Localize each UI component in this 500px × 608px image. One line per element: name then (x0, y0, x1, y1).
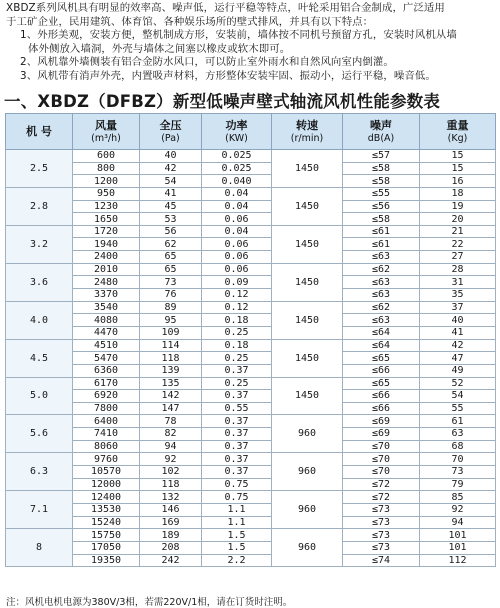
weight-cell: 15 (420, 150, 496, 163)
table-row (6, 428, 496, 441)
noise-cell: ≤56 (343, 200, 420, 213)
power-cell: 1.5 (202, 529, 272, 542)
weight-cell: 101 (420, 529, 496, 542)
airflow-cell: 1720 (73, 225, 140, 238)
weight-cell: 68 (420, 440, 496, 453)
weight-cell: 79 (420, 478, 496, 491)
table-row (6, 213, 496, 226)
pressure-cell: 76 (140, 289, 202, 302)
power-cell: 2.2 (202, 554, 272, 567)
noise-cell: ≤73 (343, 529, 420, 542)
pressure-cell: 139 (140, 364, 202, 377)
table-row (6, 352, 496, 365)
weight-cell: 42 (420, 339, 496, 352)
intro-text (6, 2, 496, 84)
power-cell: 0.04 (202, 225, 272, 238)
table-row (6, 162, 496, 175)
speed-cell: 960 (272, 415, 343, 453)
power-cell: 0.25 (202, 377, 272, 390)
table-row (6, 390, 496, 403)
weight-cell: 27 (420, 251, 496, 264)
table-row (6, 339, 496, 352)
table-row (6, 516, 496, 529)
power-cell: 0.12 (202, 301, 272, 314)
table-row (6, 251, 496, 264)
weight-cell: 35 (420, 289, 496, 302)
weight-cell: 70 (420, 453, 496, 466)
pressure-cell: 118 (140, 352, 202, 365)
airflow-cell: 13530 (73, 503, 140, 516)
power-cell: 0.040 (202, 175, 272, 188)
model-cell: 4.5 (6, 339, 73, 377)
noise-cell: ≤64 (343, 326, 420, 339)
power-cell: 0.75 (202, 478, 272, 491)
table-row (6, 238, 496, 251)
pressure-cell: 41 (140, 187, 202, 200)
intro-line: XBDZ系列风机具有明显的效率高、噪声低，运行平稳等特点，叶轮采用铝合金制成，广泛适用 (6, 2, 445, 14)
power-cell: 0.37 (202, 390, 272, 403)
weight-cell: 31 (420, 276, 496, 289)
pressure-cell: 73 (140, 276, 202, 289)
col-header-pressure: 全压 (Pa) (140, 114, 202, 150)
pressure-cell: 208 (140, 541, 202, 554)
airflow-cell: 10570 (73, 466, 140, 479)
power-cell: 0.75 (202, 491, 272, 504)
table-row (6, 466, 496, 479)
airflow-cell: 6360 (73, 364, 140, 377)
weight-cell: 49 (420, 364, 496, 377)
weight-cell: 20 (420, 213, 496, 226)
speed-cell: 960 (272, 529, 343, 567)
table-row (6, 377, 496, 390)
pressure-cell: 135 (140, 377, 202, 390)
model-cell: 5.0 (6, 377, 73, 415)
noise-cell: ≤73 (343, 516, 420, 529)
noise-cell: ≤58 (343, 175, 420, 188)
noise-cell: ≤69 (343, 415, 420, 428)
weight-cell: 41 (420, 326, 496, 339)
airflow-cell: 12400 (73, 491, 140, 504)
table-row (6, 326, 496, 339)
pressure-cell: 42 (140, 162, 202, 175)
weight-cell: 22 (420, 238, 496, 251)
noise-cell: ≤69 (343, 428, 420, 441)
table-row (6, 364, 496, 377)
table-row (6, 175, 496, 188)
table-row (6, 314, 496, 327)
model-cell: 2.8 (6, 187, 73, 225)
table-row (6, 415, 496, 428)
weight-cell: 61 (420, 415, 496, 428)
table-row (6, 453, 496, 466)
airflow-cell: 4510 (73, 339, 140, 352)
pressure-cell: 40 (140, 150, 202, 163)
pressure-cell: 82 (140, 428, 202, 441)
airflow-cell: 600 (73, 150, 140, 163)
power-cell: 0.025 (202, 162, 272, 175)
airflow-cell: 6400 (73, 415, 140, 428)
power-cell: 0.25 (202, 352, 272, 365)
weight-cell: 40 (420, 314, 496, 327)
table-row (6, 150, 496, 163)
airflow-cell: 17050 (73, 541, 140, 554)
col-header-model: 机 号 (6, 114, 73, 150)
airflow-cell: 7800 (73, 402, 140, 415)
pressure-cell: 94 (140, 440, 202, 453)
weight-cell: 92 (420, 503, 496, 516)
power-cell: 0.025 (202, 150, 272, 163)
model-cell: 8 (6, 529, 73, 567)
weight-cell: 16 (420, 175, 496, 188)
airflow-cell: 12000 (73, 478, 140, 491)
power-cell: 0.04 (202, 200, 272, 213)
airflow-cell: 5470 (73, 352, 140, 365)
table-row (6, 478, 496, 491)
noise-cell: ≤66 (343, 390, 420, 403)
weight-cell: 63 (420, 428, 496, 441)
intro-line: 2、风机靠外墙侧装有铝合金防水风口，可以防止室外雨水和自然风向室内倒灌。 (20, 56, 394, 69)
table-row (6, 200, 496, 213)
intro-line: 1、外形美观，安装方便，整机制成方形，安装前，墙体按不同机号预留方孔，安装时风机从墙 (20, 29, 457, 42)
noise-cell: ≤70 (343, 466, 420, 479)
weight-cell: 94 (420, 516, 496, 529)
airflow-cell: 1200 (73, 175, 140, 188)
table-row (6, 554, 496, 567)
weight-cell: 52 (420, 377, 496, 390)
noise-cell: ≤70 (343, 453, 420, 466)
noise-cell: ≤66 (343, 402, 420, 415)
pressure-cell: 62 (140, 238, 202, 251)
col-header-noise: 噪声 dB(A) (343, 114, 420, 150)
pressure-cell: 109 (140, 326, 202, 339)
airflow-cell: 2480 (73, 276, 140, 289)
table-row (6, 289, 496, 302)
pressure-cell: 242 (140, 554, 202, 567)
airflow-cell: 8060 (73, 440, 140, 453)
power-cell: 0.55 (202, 402, 272, 415)
col-header-airflow: 风量 (m³/h) (73, 114, 140, 150)
pressure-cell: 146 (140, 503, 202, 516)
weight-cell: 21 (420, 225, 496, 238)
power-cell: 0.12 (202, 289, 272, 302)
col-header-weight: 重量 (Kg) (420, 114, 496, 150)
noise-cell: ≤62 (343, 263, 420, 276)
noise-cell: ≤72 (343, 491, 420, 504)
power-cell: 0.37 (202, 428, 272, 441)
power-cell: 0.04 (202, 187, 272, 200)
noise-cell: ≤58 (343, 162, 420, 175)
airflow-cell: 2010 (73, 263, 140, 276)
table-row (6, 503, 496, 516)
power-cell: 0.06 (202, 213, 272, 226)
airflow-cell: 15750 (73, 529, 140, 542)
intro-line: 3、风机带有消声外壳，内置吸声材料，方形整体安装牢固、振动小，运行平稳，噪音低。 (20, 69, 436, 82)
col-header-speed: 转速 (r/min) (272, 114, 343, 150)
power-cell: 0.37 (202, 466, 272, 479)
airflow-cell: 1650 (73, 213, 140, 226)
power-cell: 1.1 (202, 503, 272, 516)
airflow-cell: 4470 (73, 326, 140, 339)
airflow-cell: 4080 (73, 314, 140, 327)
power-cell: 0.25 (202, 326, 272, 339)
speed-cell: 1450 (272, 150, 343, 188)
model-cell: 2.5 (6, 150, 73, 188)
table-header-row (6, 114, 496, 150)
table-row (6, 541, 496, 554)
noise-cell: ≤61 (343, 238, 420, 251)
noise-cell: ≤64 (343, 339, 420, 352)
power-cell: 1.5 (202, 541, 272, 554)
noise-cell: ≤70 (343, 440, 420, 453)
airflow-cell: 1940 (73, 238, 140, 251)
table-row (6, 529, 496, 542)
weight-cell: 54 (420, 390, 496, 403)
weight-cell: 101 (420, 541, 496, 554)
weight-cell: 73 (420, 466, 496, 479)
airflow-cell: 2400 (73, 251, 140, 264)
weight-cell: 19 (420, 200, 496, 213)
weight-cell: 47 (420, 352, 496, 365)
pressure-cell: 142 (140, 390, 202, 403)
intro-line: 于工矿企业，民用建筑、体育馆、各种娱乐场所的壁式排风，并具有以下特点： (6, 15, 374, 28)
table-row (6, 491, 496, 504)
noise-cell: ≤62 (343, 301, 420, 314)
table-body (6, 150, 496, 567)
pressure-cell: 65 (140, 263, 202, 276)
footnote: 注：风机电机电源为380V/3相，若需220V/1相，请在订货时注明。 (6, 597, 293, 608)
model-cell: 3.6 (6, 263, 73, 301)
noise-cell: ≤63 (343, 251, 420, 264)
speed-cell: 1450 (272, 339, 343, 377)
airflow-cell: 6170 (73, 377, 140, 390)
model-cell: 7.1 (6, 491, 73, 529)
power-cell: 0.09 (202, 276, 272, 289)
pressure-cell: 53 (140, 213, 202, 226)
noise-cell: ≤65 (343, 377, 420, 390)
table-row (6, 263, 496, 276)
col-header-power: 功率 (KW) (202, 114, 272, 150)
pressure-cell: 45 (140, 200, 202, 213)
speed-cell: 960 (272, 453, 343, 491)
speed-cell: 1450 (272, 301, 343, 339)
power-cell: 1.1 (202, 516, 272, 529)
airflow-cell: 6920 (73, 390, 140, 403)
weight-cell: 112 (420, 554, 496, 567)
pressure-cell: 65 (140, 251, 202, 264)
weight-cell: 37 (420, 301, 496, 314)
weight-cell: 85 (420, 491, 496, 504)
noise-cell: ≤63 (343, 314, 420, 327)
power-cell: 0.06 (202, 263, 272, 276)
airflow-cell: 950 (73, 187, 140, 200)
power-cell: 0.37 (202, 415, 272, 428)
airflow-cell: 1230 (73, 200, 140, 213)
pressure-cell: 92 (140, 453, 202, 466)
speed-cell: 1450 (272, 225, 343, 263)
weight-cell: 55 (420, 402, 496, 415)
airflow-cell: 3370 (73, 289, 140, 302)
model-cell: 3.2 (6, 225, 73, 263)
table-row (6, 225, 496, 238)
model-cell: 4.0 (6, 301, 73, 339)
noise-cell: ≤72 (343, 478, 420, 491)
noise-cell: ≤66 (343, 364, 420, 377)
section-heading: 一、XBDZ（DFBZ）新型低噪声壁式轴流风机性能参数表 (4, 92, 441, 111)
pressure-cell: 89 (140, 301, 202, 314)
airflow-cell: 9760 (73, 453, 140, 466)
pressure-cell: 78 (140, 415, 202, 428)
pressure-cell: 54 (140, 175, 202, 188)
weight-cell: 18 (420, 187, 496, 200)
performance-table (5, 113, 496, 567)
noise-cell: ≤58 (343, 213, 420, 226)
intro-line: 体外侧放入墙洞，外壳与墙体之间塞以橡皮或软木即可。 (28, 42, 291, 55)
weight-cell: 15 (420, 162, 496, 175)
noise-cell: ≤65 (343, 352, 420, 365)
table-row (6, 440, 496, 453)
pressure-cell: 147 (140, 402, 202, 415)
noise-cell: ≤63 (343, 289, 420, 302)
speed-cell: 1450 (272, 187, 343, 225)
power-cell: 0.37 (202, 453, 272, 466)
noise-cell: ≤73 (343, 503, 420, 516)
pressure-cell: 118 (140, 478, 202, 491)
model-cell: 6.3 (6, 453, 73, 491)
table-row (6, 301, 496, 314)
power-cell: 0.18 (202, 339, 272, 352)
pressure-cell: 169 (140, 516, 202, 529)
airflow-cell: 15240 (73, 516, 140, 529)
airflow-cell: 800 (73, 162, 140, 175)
power-cell: 0.37 (202, 440, 272, 453)
noise-cell: ≤57 (343, 150, 420, 163)
speed-cell: 1450 (272, 263, 343, 301)
table-row (6, 276, 496, 289)
power-cell: 0.06 (202, 238, 272, 251)
power-cell: 0.37 (202, 364, 272, 377)
pressure-cell: 56 (140, 225, 202, 238)
pressure-cell: 114 (140, 339, 202, 352)
speed-cell: 1450 (272, 377, 343, 415)
noise-cell: ≤61 (343, 225, 420, 238)
pressure-cell: 189 (140, 529, 202, 542)
noise-cell: ≤63 (343, 276, 420, 289)
pressure-cell: 95 (140, 314, 202, 327)
model-cell: 5.6 (6, 415, 73, 453)
airflow-cell: 3540 (73, 301, 140, 314)
speed-cell: 960 (272, 491, 343, 529)
power-cell: 0.06 (202, 251, 272, 264)
table-row (6, 187, 496, 200)
noise-cell: ≤73 (343, 541, 420, 554)
table-row (6, 402, 496, 415)
power-cell: 0.18 (202, 314, 272, 327)
pressure-cell: 102 (140, 466, 202, 479)
weight-cell: 28 (420, 263, 496, 276)
airflow-cell: 7410 (73, 428, 140, 441)
pressure-cell: 132 (140, 491, 202, 504)
airflow-cell: 19350 (73, 554, 140, 567)
noise-cell: ≤74 (343, 554, 420, 567)
noise-cell: ≤55 (343, 187, 420, 200)
